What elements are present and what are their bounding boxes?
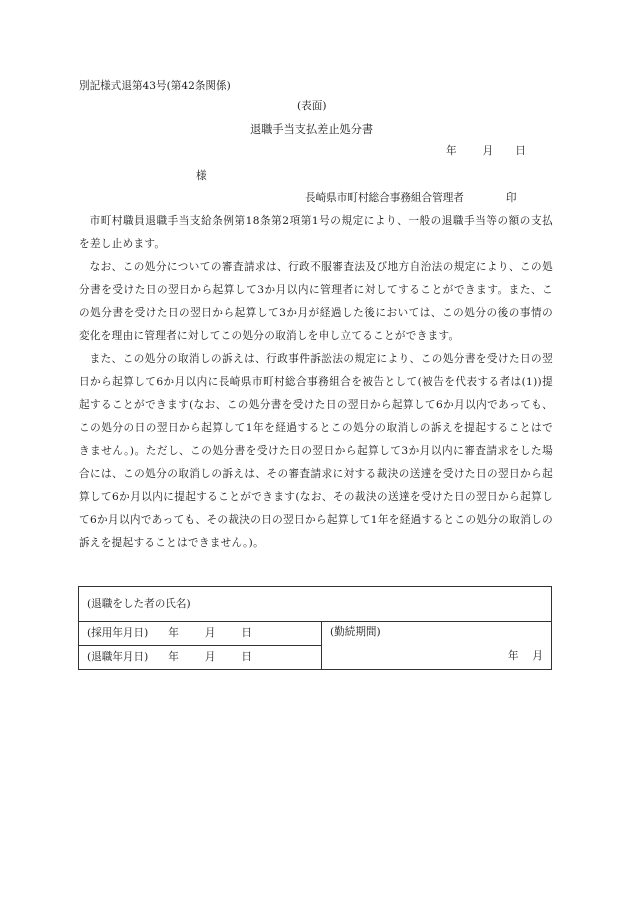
hire-year-unit: 年: [168, 627, 179, 640]
retire-year-unit: 年: [168, 651, 179, 664]
date-day: 日: [515, 145, 526, 157]
hire-month-unit: 月: [204, 627, 216, 640]
date-month: 月: [482, 145, 494, 157]
paragraph-2: なお、この処分についての審査請求は、行政不服審査法及び地方自治法の規定により、この処分書を受けた日の翌日から起算して3か月以内に管理者に対してすることができます。また、この処分書を受けた日の翌日から起算して3か月が経過した後においては、この処分の後の事情の変化を理由に管理者に対してこの処分の取消しを申し立てることができます。: [79, 261, 553, 342]
form-label: 別記様式退第43号(第42条関係): [79, 80, 231, 92]
retiree-name-label: (退職をした者の氏名): [87, 597, 191, 610]
service-period-units: [508, 648, 543, 665]
retire-date-label: (退職年月日): [87, 651, 149, 664]
paragraph-3: また、この処分の取消しの訴えは、行政事件訴訟法の規定により、この処分書を受けた日の翌日から起算して6か月以内に長崎県市町村総合事務組合を被告として(被告を代表する者は(1))提起することができます(なお、この処分書を受けた日の翌日から起算して6か月以内であっても、この処分の日の翌日から起算して1年を経過するとこの処分の取消しの訴えを提起することはできません。)。ただし、この処分書を受けた日の翌日から起算して3か月以内に審査請求をした場合には、この処分の取消しの訴えは、その審査請求に対する裁決の送達を受けた日の翌日から起算して6か月以内に提起することができます(なお、その裁決の送達を受けた日の翌日から起算して6か月以内であっても、その裁決の日の翌日から起算して1年を経過するとこの処分の取消しの訴えを提起することはできません。)。: [79, 353, 553, 549]
side-label: (表面): [297, 100, 327, 112]
hire-date-label: (採用年月日): [87, 627, 149, 640]
date-year: 年: [446, 145, 457, 157]
retire-day-unit: 日: [241, 651, 253, 664]
seal-mark: 印: [505, 192, 517, 204]
retiree-info-table: [78, 586, 552, 670]
hire-date-cell: [79, 622, 322, 646]
body-text: [79, 210, 553, 555]
service-period-label: (勤続期間): [330, 626, 381, 638]
period-year-unit: 年: [507, 650, 519, 663]
issuer-name: 長崎県市町村総合事務組合管理者: [305, 192, 464, 204]
retire-date-cell: [79, 646, 322, 670]
hire-day-unit: 日: [241, 627, 253, 640]
addressee-suffix: 様: [196, 170, 207, 182]
paragraph-1: 市町村職員退職手当支給条例第18条第2項第1号の規定により、一般の退職手当等の額の支払を差し止めます。: [79, 215, 553, 250]
retire-month-unit: 月: [204, 651, 216, 664]
retiree-name-cell: [79, 587, 552, 622]
service-period-cell: [322, 622, 552, 670]
issuer-line: [305, 190, 517, 207]
issue-date: [446, 143, 526, 160]
period-month-unit: 月: [532, 650, 543, 663]
document-title: 退職手当支払差止処分書: [250, 123, 374, 136]
